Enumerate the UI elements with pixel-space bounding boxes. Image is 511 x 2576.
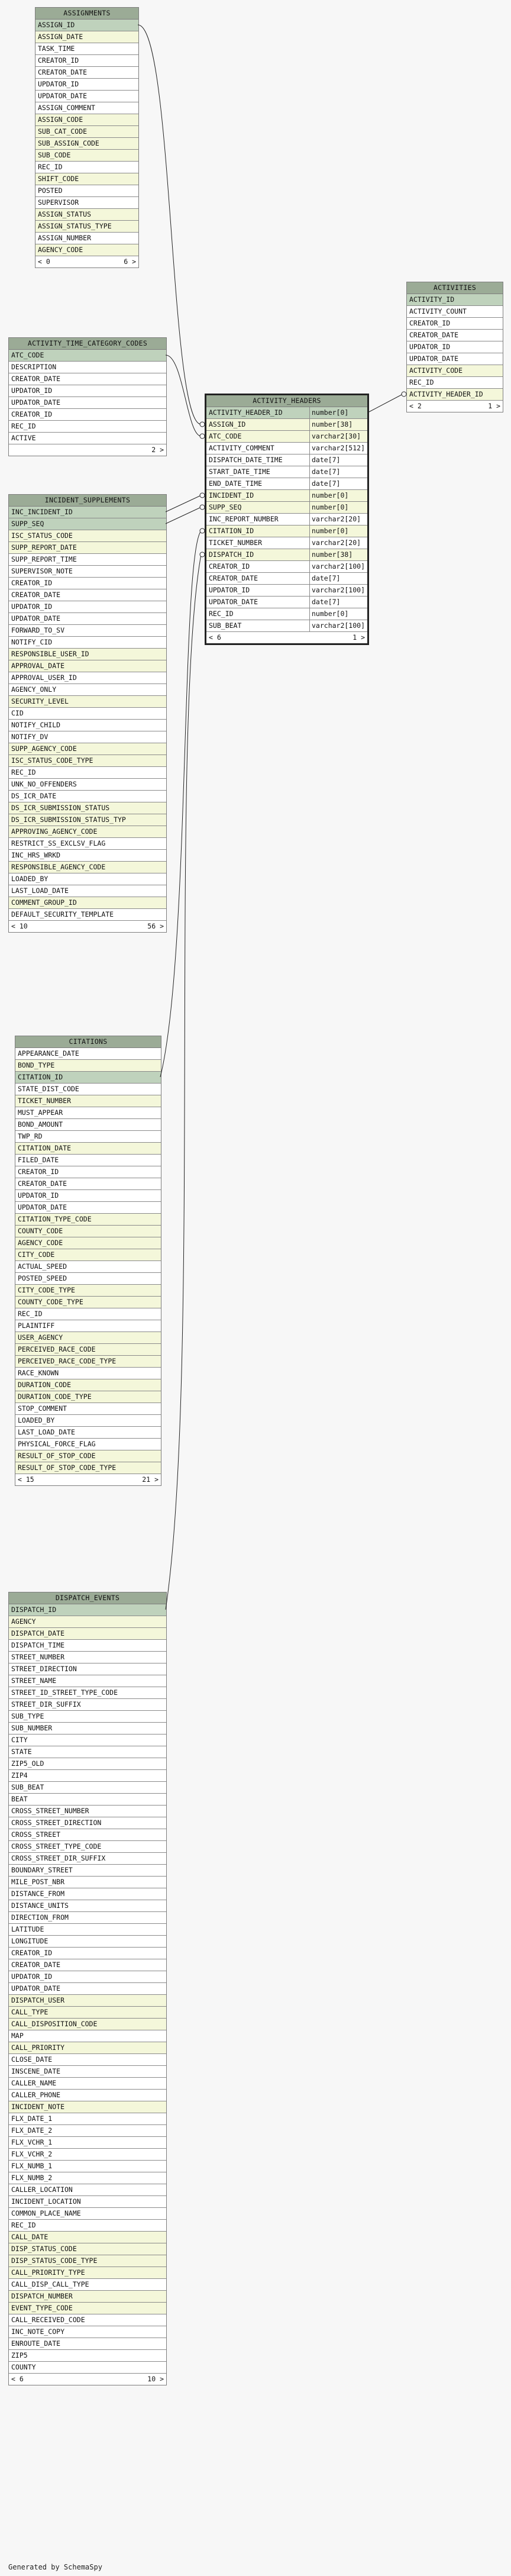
column-name: LOADED_BY <box>11 875 48 883</box>
table-title[interactable]: CITATIONS <box>15 1036 161 1048</box>
children-count[interactable]: 10 > <box>147 2375 164 2383</box>
column-name: SUPERVISOR_NOTE <box>11 567 73 575</box>
column-name: AGENCY_CODE <box>38 246 83 254</box>
parents-count[interactable]: < 6 <box>11 2375 24 2383</box>
column-name: ACTIVITY_HEADER_ID <box>409 390 483 398</box>
column-name: ACTIVITY_COMMENT <box>209 444 274 452</box>
column-name: FLX_VCHR_2 <box>11 2150 53 2158</box>
column-name: DS_ICR_SUBMISSION_STATUS <box>11 804 110 812</box>
column-name: CALL_DATE <box>11 2233 48 2241</box>
column-name: UPDATOR_DATE <box>38 92 88 100</box>
column-type: varchar2[100] <box>309 620 367 631</box>
column-name: ASSIGN_NUMBER <box>38 234 92 242</box>
column-type: number[0] <box>309 490 367 501</box>
link-dispatch <box>166 554 201 1610</box>
column-name: FLX_NUMB_1 <box>11 2162 53 2170</box>
column-name: CROSS_STREET_DIR_SUFFIX <box>11 1854 106 1862</box>
column-name: REC_ID <box>11 422 36 430</box>
column-name: START_DATE_TIME <box>209 468 270 476</box>
column-name: TICKET_NUMBER <box>209 539 263 547</box>
column-name: CITATION_DATE <box>18 1144 72 1152</box>
column-name: STREET_ID_STREET_TYPE_CODE <box>11 1688 118 1697</box>
column-name: CALL_PRIORITY <box>11 2043 65 2052</box>
column-name: REC_ID <box>38 163 63 171</box>
column-name: MAP <box>11 2032 24 2040</box>
column-name: ACTUAL_SPEED <box>18 1262 67 1271</box>
column-name: ENROUTE_DATE <box>11 2339 61 2348</box>
column-name: SUB_CODE <box>38 151 71 159</box>
column-name: REC_ID <box>18 1310 43 1318</box>
column-name: REC_ID <box>209 610 234 618</box>
column-name: LAST_LOAD_DATE <box>18 1428 75 1436</box>
column-name: DURATION_CODE <box>18 1381 72 1389</box>
column-name: COUNTY_CODE_TYPE <box>18 1298 83 1306</box>
column-name: PERCEIVED_RACE_CODE <box>18 1345 96 1353</box>
column-name: CREATOR_DATE <box>11 1961 61 1969</box>
column-name: DURATION_CODE_TYPE <box>18 1392 92 1401</box>
column-name: FLX_NUMB_2 <box>11 2174 53 2182</box>
column-name: CALLER_NAME <box>11 2079 57 2087</box>
column-type: number[0] <box>309 502 367 513</box>
column-name: UPDATOR_ID <box>209 586 250 594</box>
column-name: ACTIVITY_HEADER_ID <box>209 408 283 417</box>
column-name: NOTIFY_CID <box>11 638 53 646</box>
column-name: CREATOR_DATE <box>38 68 88 76</box>
column-name: STATE <box>11 1748 32 1756</box>
column-name: INC_REPORT_NUMBER <box>209 515 279 523</box>
parents-count[interactable]: < 15 <box>18 1475 34 1484</box>
column-name: UPDATOR_DATE <box>409 354 459 363</box>
column-type: varchar2[100] <box>309 561 367 572</box>
column-name: ACTIVITY_ID <box>409 295 455 304</box>
column-name: CREATOR_DATE <box>11 591 61 599</box>
parents-count[interactable]: < 0 <box>38 257 50 266</box>
column-name: UNK_NO_OFFENDERS <box>11 780 77 788</box>
column-name: SUPERVISOR <box>38 198 79 207</box>
column-name: INC_NOTE_COPY <box>11 2327 65 2336</box>
link-end-dot <box>200 552 205 557</box>
column-name: ASSIGN_ID <box>209 420 246 428</box>
column-type: varchar2[512] <box>309 443 367 454</box>
column-name: LONGITUDE <box>11 1937 48 1945</box>
link-end-dot <box>402 392 406 396</box>
column-name: ASSIGN_ID <box>38 21 75 29</box>
column-name: DISPATCH_ID <box>11 1605 57 1614</box>
column-type: number[0] <box>309 525 367 537</box>
column-name: PHYSICAL_FORCE_FLAG <box>18 1440 96 1448</box>
column-name: RACE_KNOWN <box>18 1369 59 1377</box>
column-name: DISP_STATUS_CODE <box>11 2245 77 2253</box>
column-name: CALLER_PHONE <box>11 2091 61 2099</box>
column-name: UPDATOR_DATE <box>11 398 61 407</box>
table-title[interactable]: DISPATCH_EVENTS <box>9 1592 166 1604</box>
column-name: FILED_DATE <box>18 1156 59 1164</box>
column-name: INCIDENT_ID <box>209 491 254 499</box>
column-name: SUB_ASSIGN_CODE <box>38 139 99 147</box>
column-name: CROSS_STREET_DIRECTION <box>11 1819 102 1827</box>
column-name: AGENCY_ONLY <box>11 685 57 694</box>
column-name: DISPATCH_TIME <box>11 1641 65 1649</box>
column-name: TASK_TIME <box>38 44 75 53</box>
column-name: UPDATOR_ID <box>18 1191 59 1200</box>
children-count[interactable]: 1 > <box>352 633 365 641</box>
column-name: APPROVAL_DATE <box>11 662 65 670</box>
column-name: COMMENT_GROUP_ID <box>11 898 77 907</box>
column-name: CITY <box>11 1736 28 1744</box>
column-name: SUPP_SEQ <box>209 503 242 511</box>
column-name: SHIFT_CODE <box>38 175 79 183</box>
column-name: CITATION_ID <box>18 1073 63 1081</box>
column-name: PLAINTIFF <box>18 1321 55 1330</box>
column-name: ACTIVITY_CODE <box>409 366 463 375</box>
column-name: STATE_DIST_CODE <box>18 1085 79 1093</box>
column-name: INC_INCIDENT_ID <box>11 508 73 516</box>
column-type: varchar2[100] <box>309 585 367 596</box>
column-name: CITY_CODE_TYPE <box>18 1286 75 1294</box>
column-type: varchar2[20] <box>309 514 367 525</box>
column-name: REC_ID <box>11 768 36 776</box>
column-name: ASSIGN_STATUS_TYPE <box>38 222 112 230</box>
column-name: CREATOR_ID <box>11 1949 53 1957</box>
column-name: MUST_APPEAR <box>18 1108 63 1117</box>
column-name: CITATION_TYPE_CODE <box>18 1215 92 1223</box>
column-name: RESPONSIBLE_USER_ID <box>11 650 89 658</box>
column-name: CREATOR_ID <box>209 562 250 570</box>
column-name: NOTIFY_CHILD <box>11 721 61 729</box>
column-name: CITY_CODE <box>18 1250 55 1259</box>
link-end-dot <box>200 434 205 439</box>
column-name: RESTRICT_SS_EXCLSV_FLAG <box>11 839 106 847</box>
column-name: DEFAULT_SECURITY_TEMPLATE <box>11 910 114 918</box>
column-name: RESPONSIBLE_AGENCY_CODE <box>11 863 106 871</box>
column-name: NOTIFY_DV <box>11 733 48 741</box>
link-end-dot <box>200 528 205 533</box>
column-name: SUB_BEAT <box>209 621 242 630</box>
column-name: DISTANCE_FROM <box>11 1890 65 1898</box>
column-name: USER_AGENCY <box>18 1333 63 1342</box>
column-name: SUPP_REPORT_DATE <box>11 543 77 552</box>
column-name: STOP_COMMENT <box>18 1404 67 1413</box>
column-name: CREATOR_DATE <box>18 1179 67 1188</box>
column-name: UPDATOR_ID <box>11 602 53 611</box>
column-name: CREATOR_DATE <box>409 331 459 339</box>
column-name: CID <box>11 709 24 717</box>
column-name: ATC_CODE <box>209 432 242 440</box>
column-type: date[7] <box>309 454 367 466</box>
column-name: UPDATOR_ID <box>11 386 53 395</box>
column-name: ISC_STATUS_CODE <box>11 531 73 540</box>
column-type: number[0] <box>309 407 367 418</box>
column-name: ZIP5_OLD <box>11 1759 44 1768</box>
column-name: DISPATCH_NUMBER <box>11 2292 73 2300</box>
link-activities <box>368 394 403 412</box>
children-count[interactable]: 21 > <box>142 1475 159 1484</box>
column-name: UPDATOR_DATE <box>11 614 61 623</box>
column-name: ACTIVE <box>11 434 36 442</box>
column-name: CALL_PRIORITY_TYPE <box>11 2268 85 2277</box>
column-type: number[0] <box>309 608 367 620</box>
column-name: RESULT_OF_STOP_CODE_TYPE <box>18 1463 117 1472</box>
column-name: BOUNDARY_STREET <box>11 1866 73 1874</box>
column-name: CREATOR_ID <box>11 410 53 418</box>
children-count[interactable]: 1 > <box>488 402 500 410</box>
column-name: STREET_NUMBER <box>11 1653 65 1661</box>
column-name: SECURITY_LEVEL <box>11 697 69 705</box>
column-name: STREET_DIRECTION <box>11 1665 77 1673</box>
column-name: CALL_DISPOSITION_CODE <box>11 2020 98 2028</box>
column-type: number[38] <box>309 549 367 560</box>
column-name: DISTANCE_UNITS <box>11 1901 69 1910</box>
column-name: POSTED <box>38 186 63 195</box>
column-name: DESCRIPTION <box>11 363 57 371</box>
column-name: CREATOR_ID <box>18 1168 59 1176</box>
column-name: POSTED_SPEED <box>18 1274 67 1282</box>
column-name: INCIDENT_LOCATION <box>11 2197 81 2206</box>
column-name: ISC_STATUS_CODE_TYPE <box>11 756 93 765</box>
column-name: TICKET_NUMBER <box>18 1097 72 1105</box>
column-name: ATC_CODE <box>11 351 44 359</box>
column-name: SUB_CAT_CODE <box>38 127 88 136</box>
column-name: ZIP5 <box>11 2351 28 2359</box>
column-name: FLX_DATE_2 <box>11 2126 53 2135</box>
column-name: PERCEIVED_RACE_CODE_TYPE <box>18 1357 117 1365</box>
column-name: STREET_DIR_SUFFIX <box>11 1700 81 1708</box>
column-name: UPDATOR_ID <box>38 80 79 88</box>
column-name: CITATION_ID <box>209 527 254 535</box>
column-name: MILE_POST_NBR <box>11 1878 65 1886</box>
column-name: BOND_TYPE <box>18 1061 55 1069</box>
column-name: CLOSE_DATE <box>11 2055 53 2064</box>
column-name: DS_ICR_SUBMISSION_STATUS_TYP <box>11 815 126 824</box>
column-name: LAST_LOAD_DATE <box>11 886 69 895</box>
column-type: date[7] <box>309 597 367 608</box>
link-assignments <box>138 25 201 424</box>
column-name: REC_ID <box>11 2221 36 2229</box>
column-name: AGENCY <box>11 1617 36 1626</box>
column-name: EVENT_TYPE_CODE <box>11 2304 73 2312</box>
column-name: DIRECTION_FROM <box>11 1913 69 1921</box>
column-name: DS_ICR_DATE <box>11 792 57 800</box>
column-name: END_DATE_TIME <box>209 479 263 488</box>
parents-count[interactable]: < 6 <box>209 633 221 641</box>
column-name: DISPATCH_DATE_TIME <box>209 456 283 464</box>
column-name: INC_HRS_WRKD <box>11 851 61 859</box>
column-name: RESULT_OF_STOP_CODE <box>18 1452 96 1460</box>
table-title[interactable]: ACTIVITY_TIME_CATEGORY_CODES <box>9 338 166 350</box>
column-name: CALLER_LOCATION <box>11 2185 73 2194</box>
column-name: UPDATOR_DATE <box>18 1203 67 1211</box>
column-name: FLX_DATE_1 <box>11 2114 53 2123</box>
column-name: UPDATOR_DATE <box>209 598 258 606</box>
parents-count[interactable]: < 10 <box>11 922 28 930</box>
column-type: date[7] <box>309 466 367 478</box>
column-name: UPDATOR_DATE <box>11 1984 61 1993</box>
column-name: COMMON_PLACE_NAME <box>11 2209 81 2217</box>
column-name: SUPP_AGENCY_CODE <box>11 744 77 753</box>
column-name: SUB_BEAT <box>11 1783 44 1791</box>
column-name: UPDATOR_ID <box>11 1972 53 1981</box>
column-name: TWP_RD <box>18 1132 43 1140</box>
column-name: STREET_NAME <box>11 1677 57 1685</box>
column-name: BOND_AMOUNT <box>18 1120 63 1129</box>
column-name: DISPATCH_USER <box>11 1996 65 2004</box>
column-type: varchar2[20] <box>309 537 367 549</box>
column-name: CREATOR_ID <box>409 319 451 327</box>
column-name: ASSIGN_CODE <box>38 115 83 124</box>
link-end-dot <box>200 505 205 510</box>
column-name: ZIP4 <box>11 1771 28 1779</box>
column-name: APPEARANCE_DATE <box>18 1049 79 1058</box>
link-end-dot <box>200 422 205 427</box>
column-name: INCIDENT_NOTE <box>11 2103 65 2111</box>
table-title[interactable]: ACTIVITY_HEADERS <box>206 395 367 407</box>
column-name: ASSIGN_STATUS <box>38 210 92 218</box>
column-name: COUNTY <box>11 2363 36 2371</box>
column-name: SUPP_REPORT_TIME <box>11 555 77 563</box>
column-name: CREATOR_DATE <box>11 375 61 383</box>
table-title[interactable]: ACTIVITIES <box>407 282 503 294</box>
column-name: CREATOR_ID <box>11 579 53 587</box>
column-name: CALL_RECEIVED_CODE <box>11 2316 85 2324</box>
column-name: FORWARD_TO_SV <box>11 626 65 634</box>
column-name: CROSS_STREET_NUMBER <box>11 1807 89 1815</box>
column-name: INSCENE_DATE <box>11 2067 61 2075</box>
column-name: COUNTY_CODE <box>18 1227 63 1235</box>
column-name: AGENCY_CODE <box>18 1239 63 1247</box>
column-name: LATITUDE <box>11 1925 44 1933</box>
parents-count[interactable]: < 2 <box>409 402 422 410</box>
column-name: SUB_TYPE <box>11 1712 44 1720</box>
column-name: CREATOR_DATE <box>209 574 258 582</box>
generated-by-label: Generated by SchemaSpy <box>8 2563 102 2571</box>
column-name: APPROVAL_USER_ID <box>11 673 77 682</box>
column-type: date[7] <box>309 573 367 584</box>
link-end-dot <box>200 493 205 498</box>
column-name: ASSIGN_COMMENT <box>38 104 95 112</box>
column-type: varchar2[30] <box>309 431 367 442</box>
table-title[interactable]: INCIDENT_SUPPLEMENTS <box>9 495 166 507</box>
children-count[interactable]: 6 > <box>124 257 136 266</box>
column-type: date[7] <box>309 478 367 489</box>
column-type: number[38] <box>309 419 367 430</box>
column-name: CALL_TYPE <box>11 2008 48 2016</box>
column-name: ACTIVITY_COUNT <box>409 307 467 315</box>
column-name: FLX_VCHR_1 <box>11 2138 53 2146</box>
column-name: DISPATCH_ID <box>209 550 254 559</box>
column-name: REC_ID <box>409 378 434 386</box>
column-name: DISPATCH_DATE <box>11 1629 65 1637</box>
column-name: CALL_DISP_CALL_TYPE <box>11 2280 89 2288</box>
table-title[interactable]: ASSIGNMENTS <box>35 8 138 20</box>
children-count[interactable]: 2 > <box>151 446 164 454</box>
children-count[interactable]: 56 > <box>147 922 164 930</box>
column-name: LOADED_BY <box>18 1416 55 1424</box>
column-name: ASSIGN_DATE <box>38 33 83 41</box>
column-name: SUB_NUMBER <box>11 1724 53 1732</box>
column-name: APPROVING_AGENCY_CODE <box>11 827 98 836</box>
column-name: CROSS_STREET <box>11 1830 61 1839</box>
link-citations <box>160 531 201 1077</box>
column-name: CROSS_STREET_TYPE_CODE <box>11 1842 102 1850</box>
column-name: UPDATOR_ID <box>409 343 451 351</box>
column-name: BEAT <box>11 1795 28 1803</box>
column-name: SUPP_SEQ <box>11 520 44 528</box>
column-name: DISP_STATUS_CODE_TYPE <box>11 2256 98 2265</box>
column-name: CREATOR_ID <box>38 56 79 65</box>
